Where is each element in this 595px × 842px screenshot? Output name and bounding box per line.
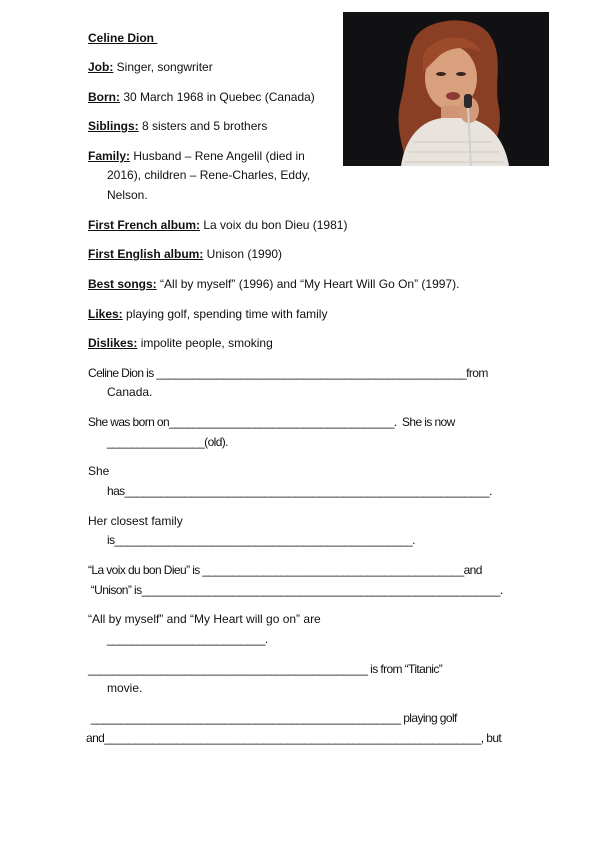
page-title: Celine Dion [88, 31, 158, 45]
fact-family-continued: Nelson. [107, 188, 148, 202]
fact-label: Likes: [88, 307, 123, 321]
exercise-line: She was born on_____________________________________. She is now [88, 415, 455, 429]
exercise-line: Celine Dion is ___________________________________________________from [88, 366, 488, 380]
fact-family-continued: 2016), children – Rene-Charles, Eddy, [107, 168, 311, 182]
fact-label: Siblings: [88, 119, 139, 133]
fact-label: Family: [88, 149, 131, 163]
fact-likes [88, 307, 327, 321]
exercise-line: “La voix du bon Dieu” is ___________________________________________and [88, 563, 482, 577]
exercise-line: “Unison” is___________________________________________________________. [88, 583, 503, 597]
fact-english-album [88, 247, 282, 261]
fact-job [88, 60, 213, 74]
fact-label: Dislikes: [88, 336, 138, 350]
fact-label: Job: [88, 60, 114, 74]
exercise-line: movie. [107, 681, 143, 695]
fact-value: Singer, songwriter [113, 60, 213, 74]
exercise-line: Canada. [107, 385, 153, 399]
fact-value: La voix du bon Dieu (1981) [200, 218, 348, 232]
fact-french-album [88, 218, 347, 232]
exercise-line: ______________________________________________ is from “Titanic” [88, 662, 443, 676]
fact-siblings [88, 119, 267, 133]
fact-label: First English album: [88, 247, 204, 261]
fact-label: Best songs: [88, 277, 157, 291]
fact-value: “All by myself” (1996) and “My Heart Will Go On” (1997). [156, 277, 460, 291]
exercise-line: and______________________________________________________________, but [86, 731, 502, 745]
fact-value: 8 sisters and 5 brothers [138, 119, 268, 133]
fact-label: First French album: [88, 218, 201, 232]
fact-value: Unison (1990) [203, 247, 283, 261]
exercise-line: ___________________________________________________ playing golf [88, 711, 457, 725]
celine-dion-photo [343, 12, 549, 166]
exercise-line: __________________________. [107, 632, 268, 646]
fact-label: Born: [88, 90, 120, 104]
fact-family [88, 149, 305, 163]
fact-value: playing golf, spending time with family [122, 307, 328, 321]
exercise-line: Her closest family [88, 514, 183, 528]
exercise-line: “All by myself” and “My Heart will go on” are [88, 612, 321, 626]
fact-born [88, 90, 315, 104]
singer-photo-illustration [343, 12, 549, 166]
fact-value: Husband – Rene Angelil (died in [130, 149, 305, 163]
fact-value: impolite people, smoking [137, 336, 273, 350]
fact-best-songs [88, 277, 459, 291]
fact-dislikes [88, 336, 273, 350]
exercise-line: She [88, 464, 110, 478]
exercise-line: has____________________________________________________________. [107, 484, 492, 498]
exercise-line: ________________(old). [107, 435, 228, 449]
exercise-line: is_________________________________________________. [107, 533, 415, 547]
fact-value: 30 March 1968 in Quebec (Canada) [120, 90, 315, 104]
